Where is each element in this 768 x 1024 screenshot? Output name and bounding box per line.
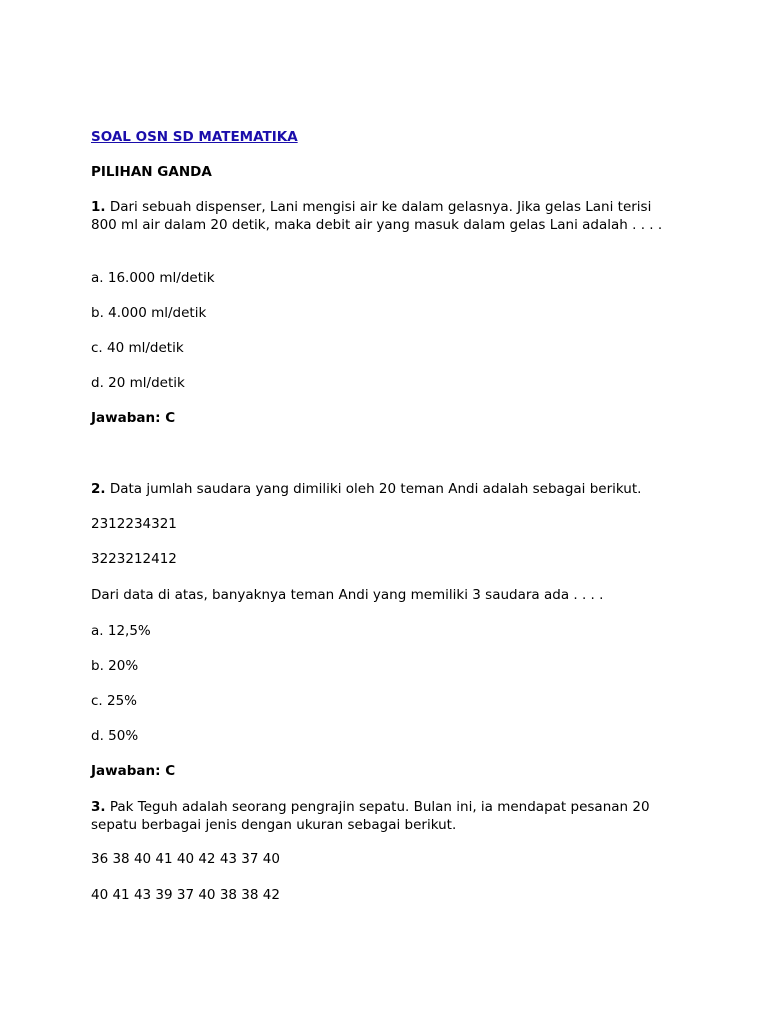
q2-option-a: a. 12,5% <box>91 623 151 639</box>
question-2-number: 2. <box>91 481 106 497</box>
q2-option-c: c. 25% <box>91 693 138 709</box>
q1-option-a: a. 16.000 ml/detik <box>91 270 215 286</box>
question-1-number: 1. <box>91 199 106 215</box>
q2-option-b: b. 20% <box>91 658 139 674</box>
title-row <box>91 128 681 146</box>
question-3-body: Pak Teguh adalah seorang pengrajin sepatu. Bulan ini, ia mendapat pesanan 20 sepatu berbagai jenis dengan ukuran sebagai berikut. <box>91 799 650 833</box>
title-link[interactable]: SOAL OSN SD MATEMATIKA <box>91 129 298 145</box>
question-2-body: Data jumlah saudara yang dimiliki oleh 20 teman Andi adalah sebagai berikut. <box>109 481 642 497</box>
question-1-text <box>91 198 676 234</box>
q1-answer: Jawaban: C <box>91 410 176 426</box>
question-3-text <box>91 798 676 834</box>
question-3-number: 3. <box>91 799 106 815</box>
q1-option-d: d. 20 ml/detik <box>91 375 185 391</box>
q3-data-line-2: 40 41 43 39 37 40 38 38 42 <box>91 887 280 903</box>
section-heading: PILIHAN GANDA <box>91 164 212 180</box>
q2-answer: Jawaban: C <box>91 763 176 779</box>
q2-data-line-1: 2312234321 <box>91 516 177 532</box>
question-1-body: Dari sebuah dispenser, Lani mengisi air ke dalam gelasnya. Jika gelas Lani terisi 800 ml air dalam 20 detik, maka debit air yang masuk dalam gelas Lani adalah . . . . <box>91 199 663 233</box>
q2-option-d: d. 50% <box>91 728 139 744</box>
q2-data-line-2: 3223212412 <box>91 551 177 567</box>
q3-data-line-1: 36 38 40 41 40 42 43 37 40 <box>91 851 280 867</box>
q1-option-b: b. 4.000 ml/detik <box>91 305 207 321</box>
q1-option-c: c. 40 ml/detik <box>91 340 184 356</box>
question-2-text <box>91 480 691 498</box>
q2-question: Dari data di atas, banyaknya teman Andi yang memiliki 3 saudara ada . . . . <box>91 587 604 603</box>
